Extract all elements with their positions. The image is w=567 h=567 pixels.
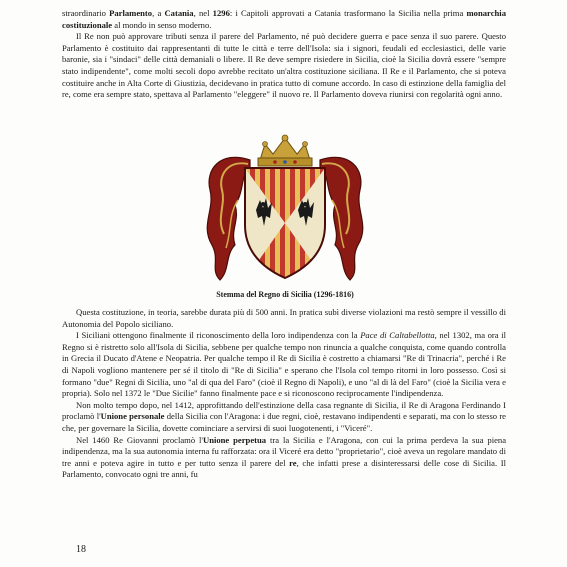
coat-of-arms-image	[190, 130, 380, 290]
paragraph-1: straordinario Parlamento, a Catania, nel 1296: i Capitoli approvati a Catania trasformano la Sicilia nella prima monarchia costituzionale al mondo in senso moderno.	[62, 8, 506, 30]
page-number: 18	[76, 544, 86, 555]
figure-caption: Stemma del Regno di Sicilia (1296-1816)	[216, 290, 354, 299]
paragraph-5: Non molto tempo dopo, nel 1412, approfittando dell'estinzione della casa regnante di Sicilia, il Re di Aragona Ferdinando I proclamò l'Unione personale della Sicilia con l'Aragona: i due regni, cioè, restavano indipendenti e separati, ma con lo stesso re che, per governare la Sicilia, dovette cominciare a servirsi di suoi luogotenenti, i "Viceré".	[62, 399, 506, 433]
paragraph-2: Il Re non può approvare tributi senza il parere del Parlamento, né può decidere guerra e pace senza il suo parere. Questo Parlamento è costituito dai rappresentanti di tutte le città e terre dell'Isola: sia i signori, feudali ed ecclesiastici, delle varie baronie, sia i "sindaci" delle città demaniali o libere. Il Re deve sempre risiedere in Sicilia, cioè la Sicilia dovrà essere "sempre stato indipendente", come molti secoli dopo avrebbe recitato un'altra costituzione siciliana. Il Re e il Parlamento, che si poteva costituire anche in Alta Corte di Giustizia, decidevano in pratica tutto di comune accordo. In caso di estinzione della famiglia del re, come era sempre stato, spettava al Parlamento "eleggere" il nuovo re. Il Parlamento doveva riunirsi con regolarità ogni anno.	[62, 31, 506, 100]
paragraph-6: Nel 1460 Re Giovanni proclamò l'Unione perpetua tra la Sicilia e l'Aragona, con cui la prima perdeva la sua piena indipendenza, ma la sua autonomia interna fu rafforzata: ora il Viceré era detto "proprietario", cioè aveva un regolare mandato di tre anni e poteva agire in tutto e per tutto senza il parere del re, che infatti prese a disinteressarsi delle cose di Sicilia. Il Parlamento, convocato ogni tre anni, fu	[62, 434, 507, 480]
coat-of-arms-figure	[190, 130, 380, 290]
text-block-bottom	[62, 307, 506, 481]
paragraph-4: I Siciliani ottengono finalmente il riconoscimento della loro indipendenza con la Pace di Caltabellotta, nel 1302, ma ora il Regno si è ristretto solo all'Isola di Sicilia, sebbene per qualche tempo non rinuncia a qualche conquista, come quando controlla in Grecia il Ducato d'Atene e Neopatria. Per qualche tempo il Re di Sicilia è costretto a chiamarsi "Re di Trinacria", perché i Re di Napoli vogliono mantenere per sé il titolo di "Re di Sicilia" e sperano che l'Isola col tempo ritorni in loro possesso. Così si formano "due" Regni di Sicilia, uno "al di qua del Faro" (cioè il Regno di Napoli), e uno "al di là del Faro" (cioè la Sicilia vera e propria). Solo nel 1372 le "Due Sicilie" fanno finalmente pace e si riconoscono reciprocamente l'indipendenza.	[62, 330, 506, 399]
text-block-top	[62, 8, 506, 101]
paragraph-3: Questa costituzione, in teoria, sarebbe durata più di 500 anni. In pratica subì diverse violazioni ma restò sempre il vessillo di Autonomia del Popolo siciliano.	[62, 307, 506, 329]
